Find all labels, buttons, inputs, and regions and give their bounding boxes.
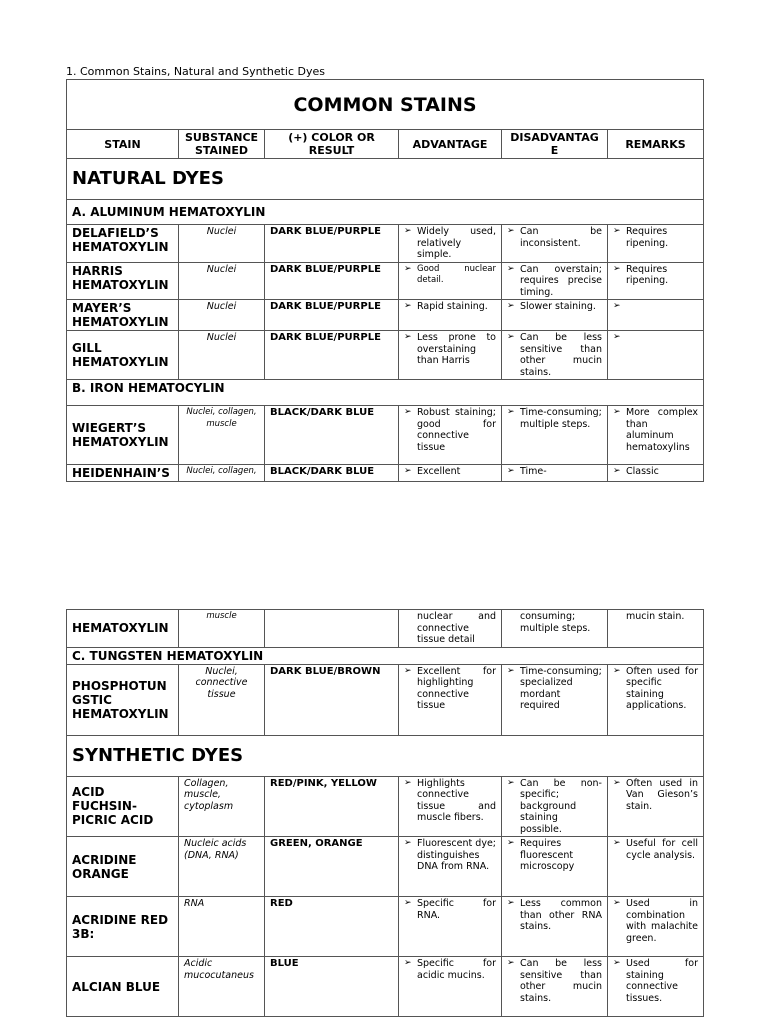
disadvantage-cell xyxy=(502,331,608,380)
disadvantage-text: Less common than other RNA stains. xyxy=(520,898,602,932)
group-aluminum-hematoxylin: A. ALUMINUM HEMATOXYLIN xyxy=(67,200,704,225)
table-row xyxy=(67,406,704,465)
remarks-cell xyxy=(608,225,704,263)
advantage-cell xyxy=(399,331,502,380)
remarks-cell xyxy=(608,262,704,300)
remarks-text: Requires ripening. xyxy=(626,226,669,249)
color-result: BLACK/DARK BLUE xyxy=(265,465,399,482)
bullet-icon: ➢ xyxy=(613,838,621,848)
stains-table-page-1 xyxy=(66,79,704,482)
header-disadvantage: DISADVANTAG E xyxy=(502,130,608,159)
disadvantage-text: Time- xyxy=(520,466,547,477)
header-row xyxy=(67,130,704,159)
stain-name: MAYER’S HEMATOXYLIN xyxy=(67,300,179,331)
disadvantage-text: Requires fluorescent microscopy xyxy=(520,838,575,872)
bullet-icon: ➢ xyxy=(613,958,621,968)
color-result: DARK BLUE/PURPLE xyxy=(265,225,399,263)
remarks-text: Useful for cell cycle analysis. xyxy=(626,838,698,861)
substance-stained: Nuclei xyxy=(179,300,265,331)
table-title: COMMON STAINS xyxy=(67,80,704,130)
color-result: GREEN, ORANGE xyxy=(265,837,399,897)
table-row xyxy=(67,225,704,263)
substance-stained: Nuclei xyxy=(179,262,265,300)
remarks-cell xyxy=(608,465,704,482)
stain-name: HEIDENHAIN’S xyxy=(67,465,179,482)
disadvantage-text: Can be less sensitive than other mucin stains. xyxy=(520,958,602,1004)
advantage-text: Excellent xyxy=(417,466,461,477)
bullet-icon: ➢ xyxy=(507,226,515,236)
substance-stained: Acidic mucocutaneus xyxy=(179,957,265,1017)
bullet-icon: ➢ xyxy=(507,777,515,788)
substance-stained: Collagen, muscle, cytoplasm xyxy=(179,776,265,837)
remarks-cell xyxy=(608,610,704,648)
color-result: BLACK/DARK BLUE xyxy=(265,406,399,465)
bullet-icon: ➢ xyxy=(613,898,621,908)
advantage-text: nuclear and connective tissue detail xyxy=(417,611,496,645)
remarks-text: Often used in Van Gieson’s stain. xyxy=(626,777,698,812)
header-advantage: ADVANTAGE xyxy=(399,130,502,159)
remarks-cell xyxy=(608,776,704,837)
stains-table-page-2 xyxy=(66,609,704,1017)
substance-stained: Nuclei, collagen, xyxy=(179,465,265,482)
advantage-text: Specific for RNA. xyxy=(417,898,496,921)
advantage-cell xyxy=(399,465,502,482)
color-result: DARK BLUE/PURPLE xyxy=(265,262,399,300)
bullet-icon: ➢ xyxy=(404,263,412,274)
advantage-cell xyxy=(399,897,502,957)
bullet-icon: ➢ xyxy=(404,332,412,342)
table-row xyxy=(67,262,704,300)
bullet-icon: ➢ xyxy=(613,263,621,274)
remarks-cell xyxy=(608,897,704,957)
disadvantage-text: Can be less sensitive than other mucin stains. xyxy=(520,332,602,378)
disadvantage-text: consuming; multiple steps. xyxy=(520,611,591,634)
group-iron-hematoxylin: B. IRON HEMATOCYLIN xyxy=(67,380,704,406)
disadvantage-cell xyxy=(502,300,608,331)
remarks-text: Used in combination with malachite green. xyxy=(626,898,698,944)
bullet-icon: ➢ xyxy=(404,466,412,476)
bullet-icon: ➢ xyxy=(404,898,412,908)
disadvantage-text: Can be non-specific; background staining possible. xyxy=(520,777,602,835)
disadvantage-cell xyxy=(502,957,608,1017)
header-substance: SUBSTANCE STAINED xyxy=(179,130,265,159)
disadvantage-cell xyxy=(502,897,608,957)
bullet-icon: ➢ xyxy=(507,332,515,342)
bullet-icon: ➢ xyxy=(404,226,412,236)
document-heading: 1. Common Stains, Natural and Synthetic Dyes xyxy=(66,65,325,78)
disadvantage-text: Time-consuming; multiple steps. xyxy=(520,407,602,430)
advantage-text: Less prone to overstaining than Harris xyxy=(417,332,496,366)
bullet-icon: ➢ xyxy=(404,665,412,676)
bullet-icon: ➢ xyxy=(613,777,621,788)
disadvantage-cell xyxy=(502,776,608,837)
group-tungsten-hematoxylin: C. TUNGSTEN HEMATOXYLIN xyxy=(67,647,704,664)
remarks-cell xyxy=(608,406,704,465)
stain-name: HARRIS HEMATOXYLIN xyxy=(67,262,179,300)
stain-name: ACRIDINE ORANGE xyxy=(67,837,179,897)
disadvantage-text: Time-consuming; specialized mordant required xyxy=(520,665,602,711)
color-result: DARK BLUE/PURPLE xyxy=(265,300,399,331)
stain-name: ACRIDINE RED 3B: xyxy=(67,897,179,957)
disadvantage-text: Slower staining. xyxy=(520,301,596,312)
advantage-text: Rapid staining. xyxy=(417,301,488,312)
stain-name: PHOSPHOTUN GSTIC HEMATOXYLIN xyxy=(67,664,179,735)
advantage-cell xyxy=(399,406,502,465)
disadvantage-text: Can overstain; requires precise timing. xyxy=(520,263,602,298)
substance-stained: Nuclei xyxy=(179,331,265,380)
stain-name: ACID FUCHSIN-PICRIC ACID xyxy=(67,776,179,837)
bullet-icon: ➢ xyxy=(404,777,412,788)
remarks-cell xyxy=(608,300,704,331)
advantage-cell xyxy=(399,957,502,1017)
color-result: RED xyxy=(265,897,399,957)
bullet-icon: ➢ xyxy=(507,838,515,848)
bullet-icon: ➢ xyxy=(507,407,515,417)
substance-stained: RNA xyxy=(179,897,265,957)
color-result: BLUE xyxy=(265,957,399,1017)
bullet-icon: ➢ xyxy=(507,301,515,311)
stain-name: GILL HEMATOXYLIN xyxy=(67,331,179,380)
substance-stained: Nuclei xyxy=(179,225,265,263)
bullet-icon: ➢ xyxy=(507,898,515,908)
header-remarks: REMARKS xyxy=(608,130,704,159)
advantage-text: Fluorescent dye; distinguishes DNA from RNA. xyxy=(417,838,496,872)
disadvantage-cell xyxy=(502,664,608,735)
substance-stained: Nuclei, connective tissue xyxy=(179,664,265,735)
bullet-icon: ➢ xyxy=(404,958,412,968)
advantage-cell xyxy=(399,225,502,263)
table-row xyxy=(67,300,704,331)
bullet-icon: ➢ xyxy=(613,407,621,417)
remarks-text: More complex than aluminum hematoxylins xyxy=(626,407,699,453)
advantage-cell xyxy=(399,664,502,735)
substance-stained: Nuclei, collagen, muscle xyxy=(179,406,265,465)
remarks-text: mucin stain. xyxy=(626,611,685,622)
remarks-cell xyxy=(608,331,704,380)
advantage-cell xyxy=(399,610,502,648)
bullet-icon: ➢ xyxy=(404,301,412,311)
advantage-text: Widely used, relatively simple. xyxy=(417,226,496,260)
disadvantage-cell xyxy=(502,225,608,263)
bullet-icon: ➢ xyxy=(613,332,621,342)
table-row xyxy=(67,897,704,957)
advantage-cell xyxy=(399,837,502,897)
remarks-text: Often used for specific staining applications. xyxy=(626,665,698,711)
bullet-icon: ➢ xyxy=(507,958,515,968)
stain-name: WIEGERT’S HEMATOXYLIN xyxy=(67,406,179,465)
section-natural-dyes: NATURAL DYES xyxy=(67,159,704,200)
header-stain: STAIN xyxy=(67,130,179,159)
remarks-cell xyxy=(608,837,704,897)
header-color: (+) COLOR OR RESULT xyxy=(265,130,399,159)
advantage-text: Specific for acidic mucins. xyxy=(417,958,496,981)
stain-name: DELAFIELD’S HEMATOXYLIN xyxy=(67,225,179,263)
advantage-text: Robust staining; good for connective tissue xyxy=(417,407,496,453)
disadvantage-text: Can be inconsistent. xyxy=(520,226,602,249)
advantage-text: Highlights connective tissue and muscle fibers. xyxy=(417,777,496,823)
table-row xyxy=(67,610,704,648)
color-result: DARK BLUE/PURPLE xyxy=(265,331,399,380)
disadvantage-cell xyxy=(502,406,608,465)
disadvantage-cell xyxy=(502,262,608,300)
bullet-icon: ➢ xyxy=(507,665,515,676)
stain-name: ALCIAN BLUE xyxy=(67,957,179,1017)
advantage-cell xyxy=(399,300,502,331)
table-row xyxy=(67,331,704,380)
bullet-icon: ➢ xyxy=(613,466,621,476)
remarks-text: Classic xyxy=(626,466,659,477)
advantage-text: Excellent for highlighting connective tissue xyxy=(417,665,496,711)
substance-stained: muscle xyxy=(179,610,265,648)
remarks-text: Used for staining connective tissues. xyxy=(626,958,698,1004)
advantage-text: Good nuclear detail. xyxy=(417,263,496,285)
table-row xyxy=(67,664,704,735)
color-result xyxy=(265,610,399,648)
bullet-icon: ➢ xyxy=(507,466,515,476)
table-row xyxy=(67,957,704,1017)
section-synthetic-dyes: SYNTHETIC DYES xyxy=(67,735,704,776)
table-row xyxy=(67,837,704,897)
bullet-icon: ➢ xyxy=(613,665,621,676)
remarks-text: Requires ripening. xyxy=(626,263,669,286)
color-result: RED/PINK, YELLOW xyxy=(265,776,399,837)
disadvantage-cell xyxy=(502,837,608,897)
disadvantage-cell xyxy=(502,465,608,482)
disadvantage-cell xyxy=(502,610,608,648)
stain-name: HEMATOXYLIN xyxy=(67,610,179,648)
bullet-icon: ➢ xyxy=(613,226,621,236)
advantage-cell xyxy=(399,262,502,300)
substance-stained: Nucleic acids (DNA, RNA) xyxy=(179,837,265,897)
advantage-cell xyxy=(399,776,502,837)
color-result: DARK BLUE/BROWN xyxy=(265,664,399,735)
bullet-icon: ➢ xyxy=(507,263,515,274)
bullet-icon: ➢ xyxy=(404,407,412,417)
bullet-icon: ➢ xyxy=(613,301,621,311)
remarks-cell xyxy=(608,957,704,1017)
table-row xyxy=(67,465,704,482)
table-row xyxy=(67,776,704,837)
bullet-icon: ➢ xyxy=(404,838,412,848)
remarks-cell xyxy=(608,664,704,735)
